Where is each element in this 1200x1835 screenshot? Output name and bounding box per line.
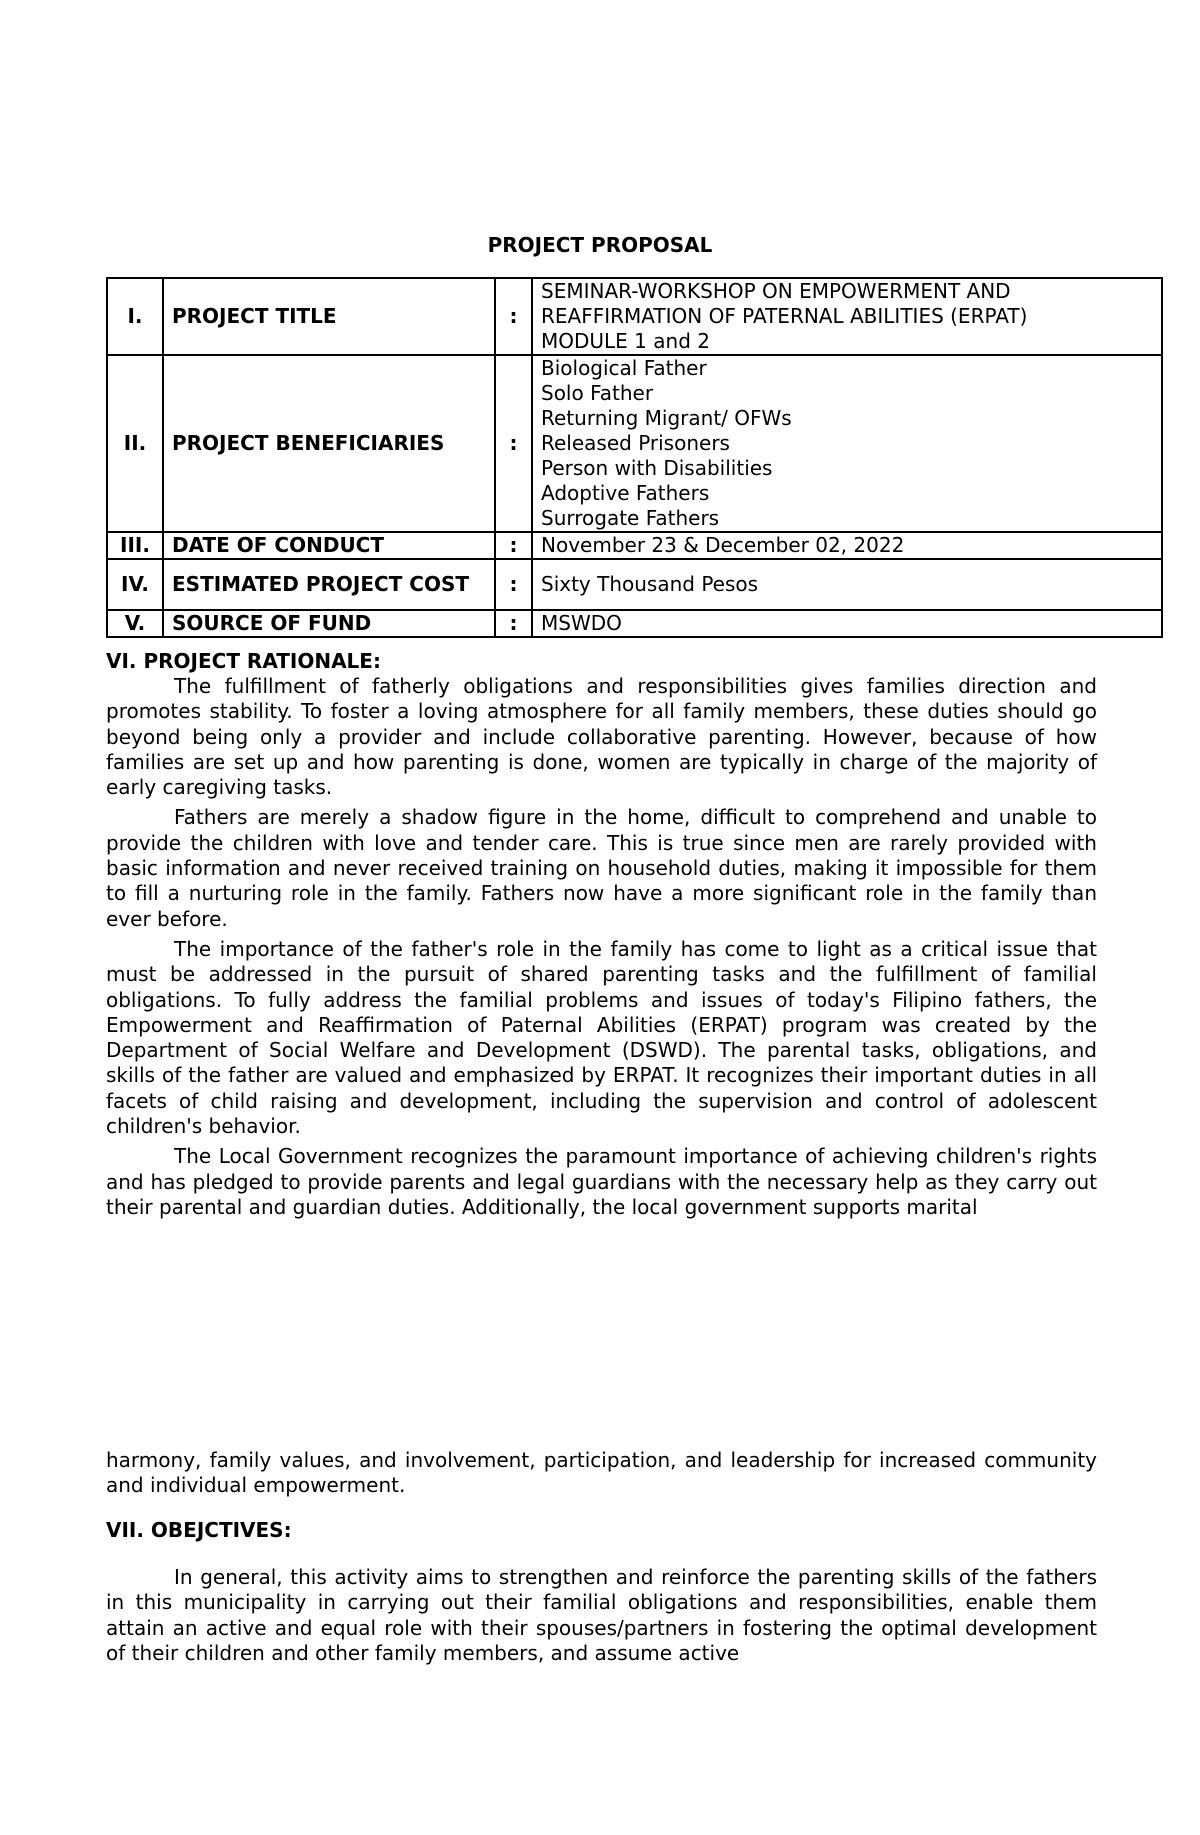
row-label: DATE OF CONDUCT	[163, 532, 495, 559]
document-title: PROJECT PROPOSAL	[487, 233, 713, 257]
value-line: Biological Father	[541, 356, 707, 380]
row-label: PROJECT TITLE	[163, 278, 495, 355]
objectives-paragraph: In general, this activity aims to strengthen and reinforce the parenting skills of the fathers in this municipality in carrying out their familial obligations and responsibilities, enable them attain an active and equal role with their spouses/partners in fostering the optimal development of their children and other family members, and assume active	[106, 1565, 1097, 1665]
value-line: Adoptive Fathers	[541, 481, 710, 505]
row-value	[532, 559, 1162, 610]
rationale-paragraph: The fulfillment of fatherly obligations and responsibilities gives families direction and promotes stability. To foster a loving atmosphere for all family members, these duties should go beyond being only a provider and include collaborative parenting. However, because of how families are set up and how parenting is done, women are typically in charge of the majority of early caregiving tasks.	[106, 674, 1097, 800]
objectives-section	[106, 1518, 1097, 1543]
value-line: Person with Disabilities	[541, 456, 773, 480]
info-row-cost	[107, 559, 1162, 610]
row-colon: :	[495, 278, 532, 355]
row-colon: :	[495, 355, 532, 532]
objectives-heading: VII. OBEJCTIVES:	[106, 1518, 292, 1542]
row-number: II.	[107, 355, 163, 532]
rationale-paragraph: Fathers are merely a shadow figure in the home, difficult to comprehend and unable to provide the children with love and tender care. This is true since men are rarely provided with basic information and never received training on household duties, making it impossible for them to fill a nurturing role in the family. Fathers now have a more significant role in the family than ever before.	[106, 805, 1097, 931]
row-label: PROJECT BENEFICIARIES	[163, 355, 495, 532]
value-line: Surrogate Fathers	[541, 506, 720, 530]
row-value	[532, 610, 1162, 637]
row-colon: :	[495, 610, 532, 637]
value-line: Released Prisoners	[541, 431, 730, 455]
row-value	[532, 355, 1162, 532]
row-colon: :	[495, 532, 532, 559]
value-line: Returning Migrant/ OFWs	[541, 406, 792, 430]
rationale-continuation-text: harmony, family values, and involvement, participation, and leadership for increased community and individual empowerment.	[106, 1448, 1097, 1498]
objectives-body	[106, 1565, 1097, 1666]
row-label: SOURCE OF FUND	[163, 610, 495, 637]
row-label: ESTIMATED PROJECT COST	[163, 559, 495, 610]
row-value	[532, 278, 1162, 355]
value-line: MSWDO	[541, 611, 622, 635]
row-colon: :	[495, 559, 532, 610]
row-number: I.	[107, 278, 163, 355]
rationale-paragraph: The Local Government recognizes the paramount importance of achieving children's rights and has pledged to provide parents and legal guardians with the necessary help as they carry out their parental and guardian duties. Additionally, the local government supports marital	[106, 1144, 1097, 1219]
value-line: Sixty Thousand Pesos	[541, 572, 759, 596]
value-line: November 23 & December 02, 2022	[541, 533, 905, 557]
rationale-continuation	[106, 1448, 1097, 1499]
info-row-beneficiaries	[107, 355, 1162, 532]
rationale-paragraph: The importance of the father's role in the family has come to light as a critical issue that must be addressed in the pursuit of shared parenting tasks and the fulfillment of familial obligations. To fully address the familial problems and issues of today's Filipino fathers, the Empowerment and Reaffirmation of Paternal Abilities (ERPAT) program was created by the Department of Social Welfare and Development (DSWD). The parental tasks, obligations, and skills of the father are valued and emphasized by ERPAT. It recognizes their important duties in all facets of child raising and development, including the supervision and control of adolescent children's behavior.	[106, 936, 1097, 1139]
rationale-section	[106, 649, 1097, 1220]
value-line: MODULE 1 and 2	[541, 329, 710, 353]
value-line: REAFFIRMATION OF PATERNAL ABILITIES (ERPAT)	[541, 304, 1028, 328]
rationale-heading: VI. PROJECT RATIONALE:	[106, 649, 381, 673]
info-row-fund	[107, 610, 1162, 637]
row-number: V.	[107, 610, 163, 637]
row-value	[532, 532, 1162, 559]
row-number: IV.	[107, 559, 163, 610]
project-info-table	[106, 277, 1163, 638]
info-row-date	[107, 532, 1162, 559]
row-number: III.	[107, 532, 163, 559]
value-line: Solo Father	[541, 381, 654, 405]
value-line: SEMINAR-WORKSHOP ON EMPOWERMENT AND	[541, 279, 1011, 303]
info-row-title	[107, 278, 1162, 355]
